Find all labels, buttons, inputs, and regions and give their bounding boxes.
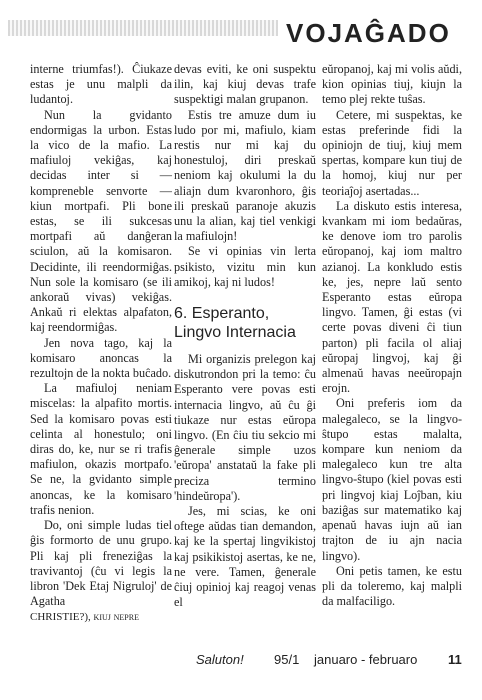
section-header: VOJAĜADO bbox=[286, 18, 451, 48]
column-2 bbox=[174, 62, 316, 611]
issue-months: januaro - februaro bbox=[314, 652, 418, 667]
paragraph bbox=[30, 609, 172, 625]
paragraph: eŭropanoj, kaj mi volis aŭdi, kion opinias tiuj, kiujn la temo plej rekte tuŝas. bbox=[322, 62, 462, 107]
page-number: 11 bbox=[448, 652, 462, 667]
paragraph: Oni petis tamen, ke estu pli da toleremo, kaj malpli da malfaciligo. bbox=[322, 563, 462, 609]
paragraph: Jes, mi scias, ke oni oftege aŭdas tian demandon, kaj ke la spertaj lingvikistoj kaj psikikistoj asertas, ke ne, ne vere. Tamen, ĝenerale ĉiuj opinioj kaj reagoj venas el bbox=[174, 504, 316, 610]
column-1 bbox=[30, 62, 172, 626]
paragraph: Do, oni simple ludas tiel ĝis formorto de unu grupo. Pli kaj pli freneziĝas la travivantoj (ĉu vi legis la libron 'Dek Etaj Nigruloj' de Agatha bbox=[30, 518, 172, 609]
paragraph: Estis tre amuze dum iu ludo por mi, mafiulo, kiam restis nur mi kaj du honestuloj, diri preskaŭ neniom kaj okulumi la du aliajn dum kvaronhoro, ĝis ili preskaŭ paranoje akuzis unu la alian, kaj tiel venkigi la mafiulojn! bbox=[174, 107, 316, 244]
issue-number: 95/1 bbox=[274, 652, 300, 667]
paragraph: Cetere, mi suspektas, ke estas preferinde fidi la opiniojn de tiuj, kiuj mem spertas, kompare kun tiuj de la homoj, kiuj nur per teoriaĵoj asertadas... bbox=[322, 107, 462, 198]
column-3 bbox=[322, 62, 462, 609]
paragraph: La mafiuloj neniam miscelas: la alpafito mortis. Sed la komisaro povas esti celinta al honestulo; oni diras do, ke, nur se ri trafis mafiulon, okazis mortpafo. Se ne, la gvidanto simple anoncas, ke la komisaro trafis nenion. bbox=[30, 381, 172, 517]
page-footer bbox=[196, 652, 466, 672]
magazine-name: Saluton! bbox=[196, 652, 244, 667]
paragraph: devas eviti, ke oni suspektu ilin, kaj kiuj devas trafe suspektigi malan grupanon. bbox=[174, 62, 316, 107]
paragraph: Nun la gvidanto endormigas la urbon. Estas la vico de la mafio. La mafiuloj vekiĝas, kaj decidas inter si — kompreneble senvorte — kiun mortpafi. Pli bone estas, se ili sukcesas mortpafi aŭ danĝeran sciulon, aŭ la komisaron. Decidinte, ili reendormiĝas. Nun sole la komisaro (se ili ankoraŭ vivas) vekiĝas. Ankaŭ ri elektas alpafaton, kaj reendormiĝas. bbox=[30, 107, 172, 335]
section-heading: 6. Esperanto, Lingvo Internacia bbox=[174, 305, 296, 342]
paragraph: Mi organizis prelegon kaj diskutrondon pri la temo: ĉu Esperanto vere povas esti internacia lingvo, aŭ ĉu ĝi tiukaze nur estas eŭropa lingvo. (En ĉiu tiu sekcio mi ĝenerale simple uzos 'eŭropa' anstataŭ la fake pli preciza termino 'hindeŭropa'). bbox=[174, 352, 316, 503]
paragraph: Se vi opinias vin lerta psikisto, vizitu min kun amikoj, kaj ni ludos! bbox=[174, 244, 316, 289]
paragraph: Jen nova tago, kaj la komisaro anoncas la rezultojn de la nokta buĉado. bbox=[30, 335, 172, 381]
paragraph: Oni preferis iom da malegaleco, se la lingvo-ŝtupo estas malalta, kompare kun neniom da malegaleco kun tre alta lingvo-ŝtupo (kiel povas esti pri lingvoj kiaj Loĵban, kiu baziĝas sur matematiko kaj apenaŭ havas iujn aŭ ian trajton de iu ajn nacia lingvo). bbox=[322, 396, 462, 563]
paragraph: interne triumfas!). Ĉiukaze estas je unu malpli da ludantoj. bbox=[30, 62, 172, 107]
author-name: CHRISTIE?), kiuj nepre bbox=[30, 611, 139, 624]
paragraph: La diskuto estis interesa, kvankam mi iom bedaŭras, ke denove iom tro parolis eŭropanoj, kaj iom maltro azianoj. La konkludo estis ke, jes, nepre laŭ sento Esperanto estas eŭropa lingvo. Tamen, ĝi estas (vi certe povas diveni ĉi tiun parton) pli facila ol aliaj eŭropaj lingvoj, kaj ĝi almenaŭ havas neeŭropajn erojn. bbox=[322, 198, 462, 396]
header-pattern-bar bbox=[8, 20, 278, 36]
